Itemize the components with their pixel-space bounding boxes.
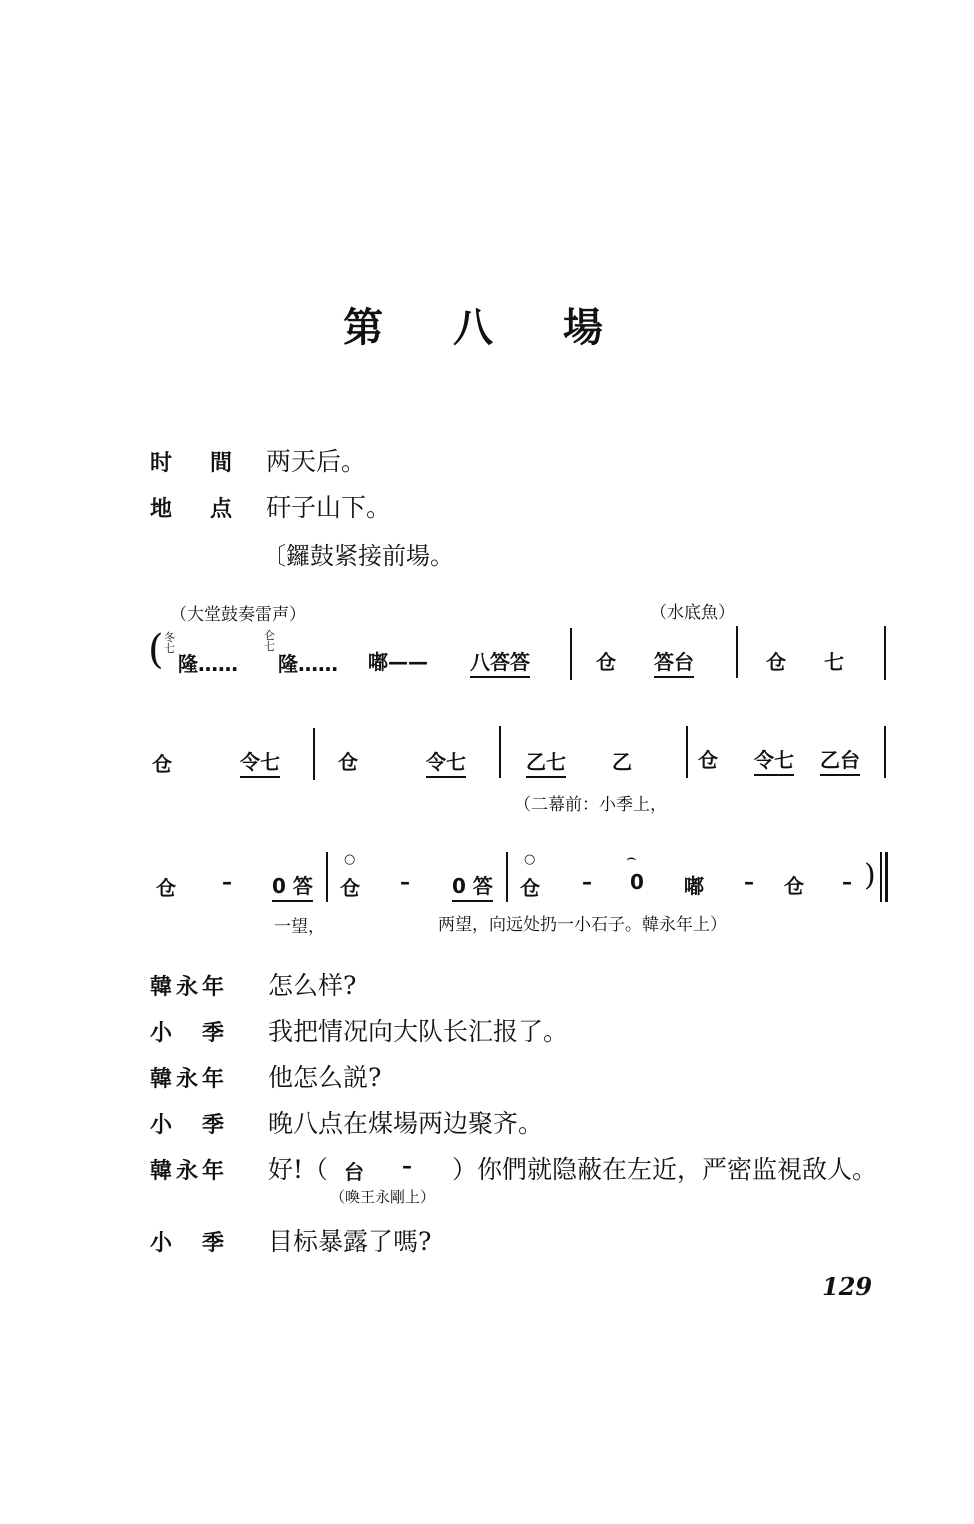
score-final-barline	[880, 852, 882, 902]
time-value: 两天后。	[266, 447, 367, 476]
score-row2-m4: 令七	[426, 746, 466, 778]
place-label: 地 点	[150, 497, 241, 522]
score-sup-1: 冬 七	[164, 631, 175, 655]
score-row2-m6: 乙	[612, 750, 632, 774]
dialogue-line-b: ）你們就隐蔽在左近，严密监視敌人。	[452, 1155, 878, 1184]
score-row3-dash: –	[400, 870, 410, 894]
score-row3-m3: 仓	[340, 876, 360, 900]
score-annotation-thunder: （大堂鼓奏雷声）	[170, 605, 306, 625]
score-row3-note2: 两望，向远处扔一小石子。韓永年上）	[438, 915, 727, 935]
score-barline	[884, 726, 886, 778]
score-row1-m7: 仓	[766, 650, 786, 674]
stage-direction: 〔鑼鼓紧接前場。	[262, 542, 454, 570]
dialogue-line: 晚八点在煤場两边聚齐。	[268, 1109, 544, 1138]
scene-title: 第 八 場	[343, 304, 631, 351]
dialogue-line: 目标暴露了嗎?	[268, 1227, 432, 1256]
score-barline	[326, 852, 328, 902]
score-row1-m3: 嘟——	[368, 650, 428, 674]
score-barline	[884, 626, 886, 680]
speaker-label: 小 季	[150, 1021, 229, 1046]
dialogue-perc-a: 台	[344, 1160, 364, 1184]
score-barline	[313, 728, 315, 780]
score-row2-m9: 乙台	[820, 744, 860, 776]
score-sup-2: 仑 七	[264, 629, 275, 653]
speaker-label: 小 季	[150, 1113, 229, 1138]
score-row1-m8: 七	[824, 650, 844, 674]
place-value: 矸子山下。	[266, 493, 392, 522]
score-final-barline	[885, 852, 888, 902]
page-number: 129	[822, 1272, 873, 1301]
fermata-icon: ⌢	[626, 848, 637, 867]
score-barline	[686, 726, 688, 778]
score-row1-m6: 答台	[654, 646, 694, 678]
score-open-bracket: (	[148, 627, 164, 673]
speaker-label: 韓永年	[150, 975, 229, 1000]
score-row3-dash: –	[842, 870, 852, 894]
score-row3-dash: –	[744, 870, 754, 894]
dialogue-note: （喚王永剛上）	[330, 1188, 436, 1206]
score-row1-m4: 八答答	[470, 646, 530, 678]
score-row1-m1: 隆……	[178, 652, 238, 676]
score-row2-m5: 乙七	[526, 746, 566, 778]
dialogue-line: 他怎么説?	[268, 1063, 382, 1092]
score-barline	[506, 852, 508, 902]
score-row3-dash: –	[582, 870, 592, 894]
score-barline	[736, 626, 738, 678]
score-row3-m2: 0 答	[272, 870, 313, 902]
speaker-label: 小 季	[150, 1231, 229, 1256]
score-row1-m5: 仓	[596, 650, 616, 674]
speaker-label: 韓永年	[150, 1067, 229, 1092]
score-row2-m1: 仓	[152, 752, 172, 776]
score-row3-m7: 嘟	[684, 874, 704, 898]
dialogue-perc-b: –	[402, 1154, 412, 1178]
score-row3-m8: 仓	[784, 874, 804, 898]
score-barline	[570, 628, 572, 680]
dialogue-line: 我把情况向大队长汇报了。	[268, 1017, 569, 1046]
score-row2-m3: 仓	[338, 750, 358, 774]
score-row2-m8: 令七	[754, 744, 794, 776]
score-row3-note1: 一望，	[274, 917, 325, 937]
score-row3-dash: –	[222, 870, 232, 894]
score-row3-m4: 0 答	[452, 870, 493, 902]
time-label: 时 間	[150, 451, 241, 476]
score-row1-m2: 隆……	[278, 652, 338, 676]
score-row2-note: （二幕前：小季上，	[514, 795, 667, 815]
speaker-label: 韓永年	[150, 1159, 229, 1184]
score-row3-m6: 0	[630, 870, 644, 894]
score-row3-m5: 仓	[520, 876, 540, 900]
dialogue-line: 怎么样?	[268, 971, 357, 1000]
score-grace-dot: ○	[344, 852, 356, 867]
score-row2-m2: 令七	[240, 746, 280, 778]
score-close-bracket: )	[864, 858, 876, 893]
score-barline	[499, 726, 501, 778]
score-row2-m7: 仓	[698, 748, 718, 772]
score-grace-dot: ○	[524, 852, 536, 867]
score-annotation-fish: （水底魚）	[650, 603, 735, 623]
dialogue-line-a: 好!（	[268, 1155, 329, 1184]
score-row3-m1: 仓	[156, 876, 176, 900]
